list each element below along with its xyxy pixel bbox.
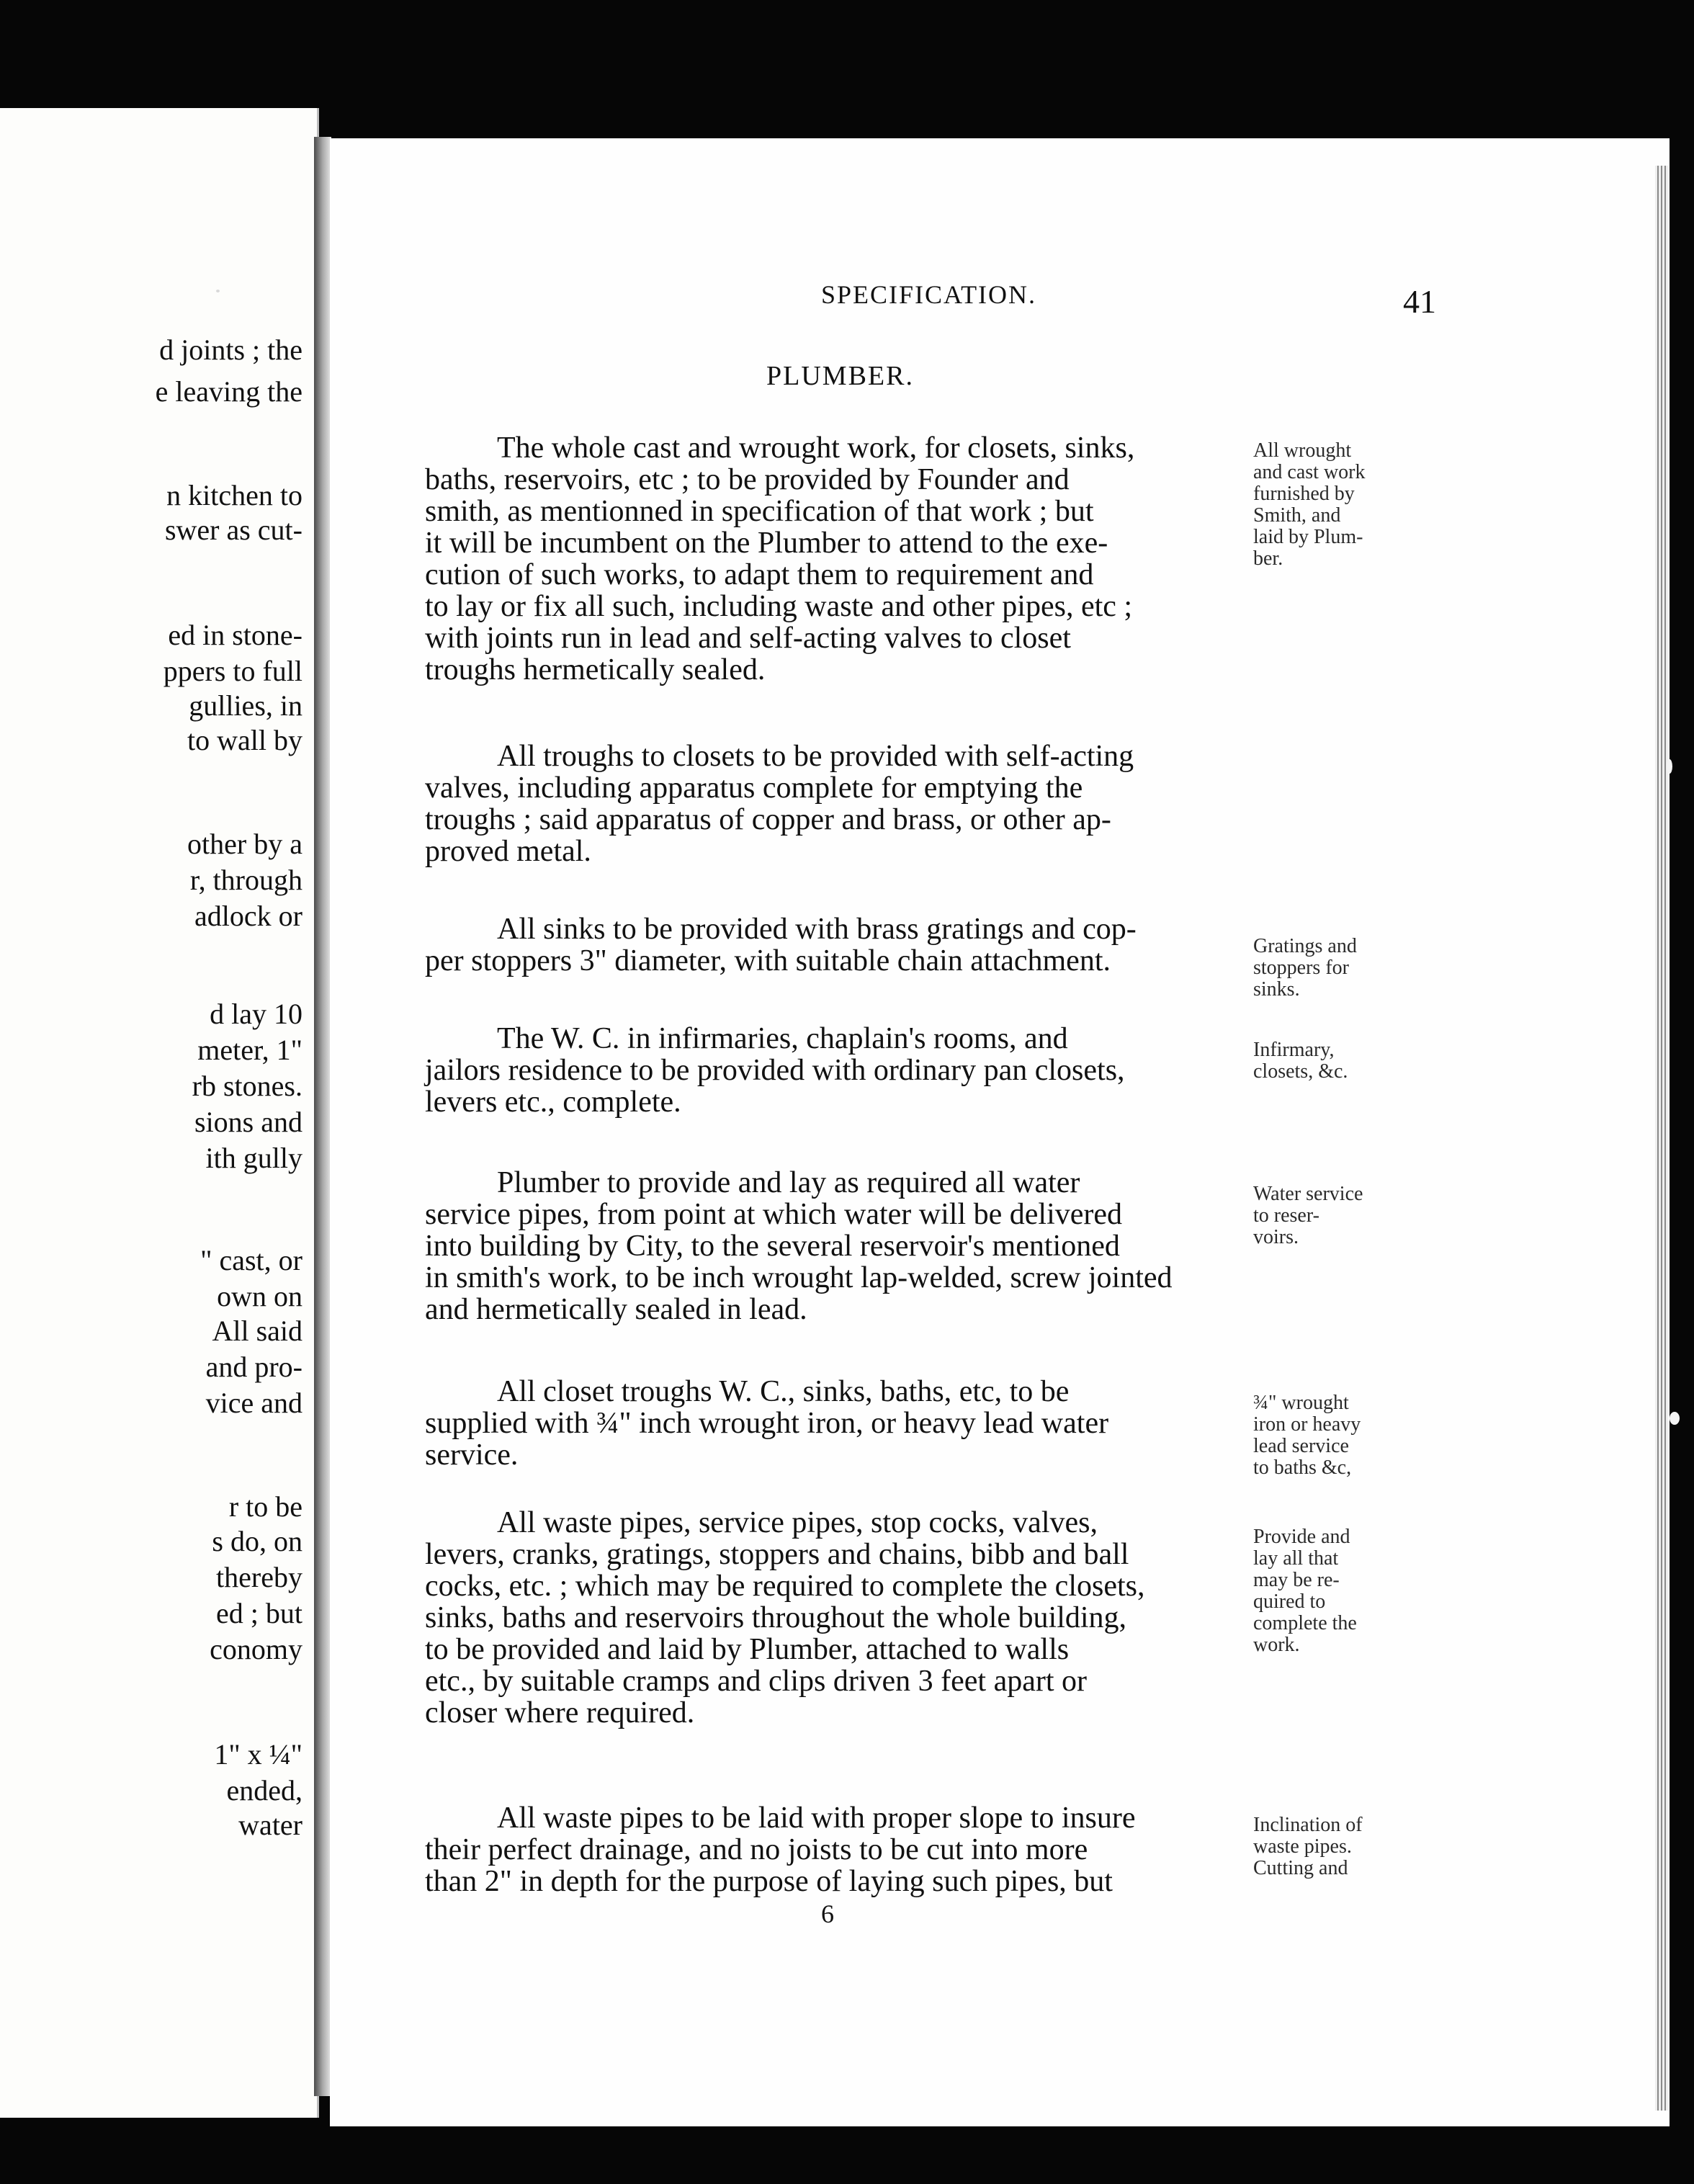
paragraph-line: into building by City, to the several reservoir's mentioned bbox=[425, 1230, 1120, 1263]
left-page-line: own on bbox=[217, 1280, 302, 1312]
margin-note-line: lay all that bbox=[1253, 1547, 1339, 1570]
margin-note-line: Infirmary, bbox=[1253, 1039, 1335, 1061]
left-page-line: d joints ; the bbox=[159, 334, 302, 366]
paragraph-line: per stoppers 3" diameter, with suitable chain attachment. bbox=[425, 944, 1111, 977]
paragraph-line: sinks, baths and reservoirs throughout the whole building, bbox=[425, 1601, 1127, 1634]
margin-note-line: complete the bbox=[1253, 1612, 1357, 1634]
paragraph-line: levers etc., complete. bbox=[425, 1086, 681, 1119]
paragraph-line: closer where required. bbox=[425, 1696, 695, 1729]
paragraph-line: it will be incumbent on the Plumber to attend to the exe- bbox=[425, 527, 1108, 560]
paragraph-line: cution of such works, to adapt them to requirement and bbox=[425, 558, 1094, 591]
paragraph-line: cocks, etc. ; which may be required to complete the closets, bbox=[425, 1570, 1145, 1603]
left-page-line: meter, 1" bbox=[197, 1034, 302, 1066]
left-page-line: r, through bbox=[189, 864, 302, 896]
left-page-line: ith gully bbox=[205, 1142, 302, 1174]
left-page-line: All said bbox=[212, 1315, 302, 1347]
page-number: 41 bbox=[1403, 283, 1436, 320]
paragraph-line: troughs hermetically sealed. bbox=[425, 653, 766, 686]
margin-note-line: lead service bbox=[1253, 1435, 1349, 1457]
margin-note-line: may be re- bbox=[1253, 1569, 1340, 1591]
margin-note-line: furnished by bbox=[1253, 483, 1355, 505]
paragraph-line: in smith's work, to be inch wrought lap-welded, screw jointed bbox=[425, 1261, 1173, 1294]
paragraph-line: to be provided and laid by Plumber, attached to walls bbox=[425, 1633, 1070, 1666]
running-header: SPECIFICATION. bbox=[821, 280, 1037, 309]
left-page-line: adlock or bbox=[194, 900, 302, 932]
paragraph-line: smith, as mentionned in specification of that work ; but bbox=[425, 495, 1094, 528]
margin-note-line: Gratings and bbox=[1253, 935, 1357, 957]
paragraph-first-line: All waste pipes, service pipes, stop cocks, valves, bbox=[497, 1506, 1098, 1539]
left-page-line: d lay 10 bbox=[210, 998, 302, 1030]
paragraph-line: proved metal. bbox=[425, 835, 591, 868]
margin-note-line: ber. bbox=[1253, 547, 1283, 570]
left-page-line: conomy bbox=[210, 1633, 302, 1665]
paragraph-line: etc., by suitable cramps and clips driven 3 feet apart or bbox=[425, 1665, 1087, 1698]
margin-note-line: laid by Plum- bbox=[1253, 526, 1363, 548]
section-title: PLUMBER. bbox=[766, 361, 914, 391]
paragraph-first-line: The whole cast and wrought work, for closets, sinks, bbox=[497, 431, 1135, 465]
paragraph-first-line: All sinks to be provided with brass gratings and cop- bbox=[497, 913, 1137, 946]
left-page-line: other by a bbox=[187, 828, 302, 860]
page-footer-signature: 6 bbox=[821, 1899, 834, 1928]
left-page-line: e leaving the bbox=[155, 375, 302, 408]
paragraph-first-line: All troughs to closets to be provided with self-acting bbox=[497, 740, 1134, 773]
left-page-line: n kitchen to bbox=[166, 479, 302, 511]
left-page-line: ended, bbox=[226, 1774, 302, 1807]
paragraph-line: service pipes, from point at which water will be delivered bbox=[425, 1198, 1123, 1231]
paragraph-line: to lay or fix all such, including waste and other pipes, etc ; bbox=[425, 590, 1133, 623]
left-page-line: sions and bbox=[194, 1106, 302, 1138]
margin-note-line: and cast work bbox=[1253, 461, 1366, 483]
left-page-line: thereby bbox=[216, 1561, 302, 1593]
left-page-line: " cast, or bbox=[200, 1244, 302, 1276]
left-page-line: to wall by bbox=[187, 724, 302, 756]
margin-note-line: stoppers for bbox=[1253, 957, 1349, 979]
margin-note-line: quired to bbox=[1253, 1590, 1326, 1613]
margin-note-line: to reser- bbox=[1253, 1204, 1319, 1227]
left-page-line: gullies, in bbox=[189, 689, 302, 722]
paragraph-line: supplied with ¾" inch wrought iron, or heavy lead water bbox=[425, 1407, 1109, 1440]
paragraph-line: troughs ; said apparatus of copper and brass, or other ap- bbox=[425, 803, 1111, 836]
left-page-line: ed ; but bbox=[216, 1597, 302, 1629]
margin-note-line: Inclination of bbox=[1253, 1814, 1363, 1836]
left-page-line: vice and bbox=[205, 1387, 302, 1419]
left-page-line: and pro- bbox=[205, 1351, 302, 1383]
margin-note-line: Water service bbox=[1253, 1183, 1363, 1205]
paragraph-first-line: Plumber to provide and lay as required all water bbox=[497, 1166, 1080, 1199]
paragraph-line: valves, including apparatus complete for emptying the bbox=[425, 771, 1083, 805]
left-page-line: r to be bbox=[228, 1490, 302, 1523]
left-page-line: 1" x ¼" bbox=[214, 1738, 302, 1771]
margin-note-line: sinks. bbox=[1253, 978, 1300, 1001]
left-page-line: ed in stone- bbox=[168, 619, 302, 651]
margin-note-line: work. bbox=[1253, 1634, 1300, 1656]
margin-note-line: Cutting and bbox=[1253, 1857, 1348, 1879]
margin-note-line: Provide and bbox=[1253, 1526, 1350, 1548]
margin-note-line: closets, &c. bbox=[1253, 1060, 1348, 1083]
left-page-line: ppers to full bbox=[163, 655, 302, 687]
left-page-line: swer as cut- bbox=[164, 514, 302, 546]
paragraph-first-line: The W. C. in infirmaries, chaplain's rooms, and bbox=[497, 1022, 1068, 1055]
paragraph-first-line: All closet troughs W. C., sinks, baths, etc, to be bbox=[497, 1375, 1070, 1408]
margin-note-line: voirs. bbox=[1253, 1226, 1299, 1248]
paragraph-line: baths, reservoirs, etc ; to be provided by Founder and bbox=[425, 463, 1070, 496]
margin-note-line: All wrought bbox=[1253, 439, 1352, 462]
paragraph-line: service. bbox=[425, 1438, 519, 1472]
left-page-line: rb stones. bbox=[192, 1070, 302, 1102]
left-page-line: s do, on bbox=[212, 1525, 302, 1557]
margin-note-line: Smith, and bbox=[1253, 504, 1341, 527]
paragraph-line: jailors residence to be provided with ordinary pan closets, bbox=[425, 1054, 1125, 1087]
margin-note-line: ¾" wrought bbox=[1253, 1392, 1349, 1414]
margin-note-line: to baths &c, bbox=[1253, 1456, 1352, 1479]
margin-note-line: iron or heavy bbox=[1253, 1413, 1361, 1436]
paragraph-line: and hermetically sealed in lead. bbox=[425, 1293, 807, 1326]
paragraph-line: their perfect drainage, and no joists to be cut into more bbox=[425, 1833, 1088, 1866]
margin-note-line: waste pipes. bbox=[1253, 1835, 1352, 1858]
paragraph-line: with joints run in lead and self-acting valves to closet bbox=[425, 622, 1071, 655]
paragraph-line: than 2" in depth for the purpose of laying such pipes, but bbox=[425, 1865, 1113, 1898]
paragraph-first-line: All waste pipes to be laid with proper slope to insure bbox=[497, 1802, 1136, 1835]
left-page-line: water bbox=[238, 1809, 302, 1841]
paragraph-line: levers, cranks, gratings, stoppers and chains, bibb and ball bbox=[425, 1538, 1129, 1571]
